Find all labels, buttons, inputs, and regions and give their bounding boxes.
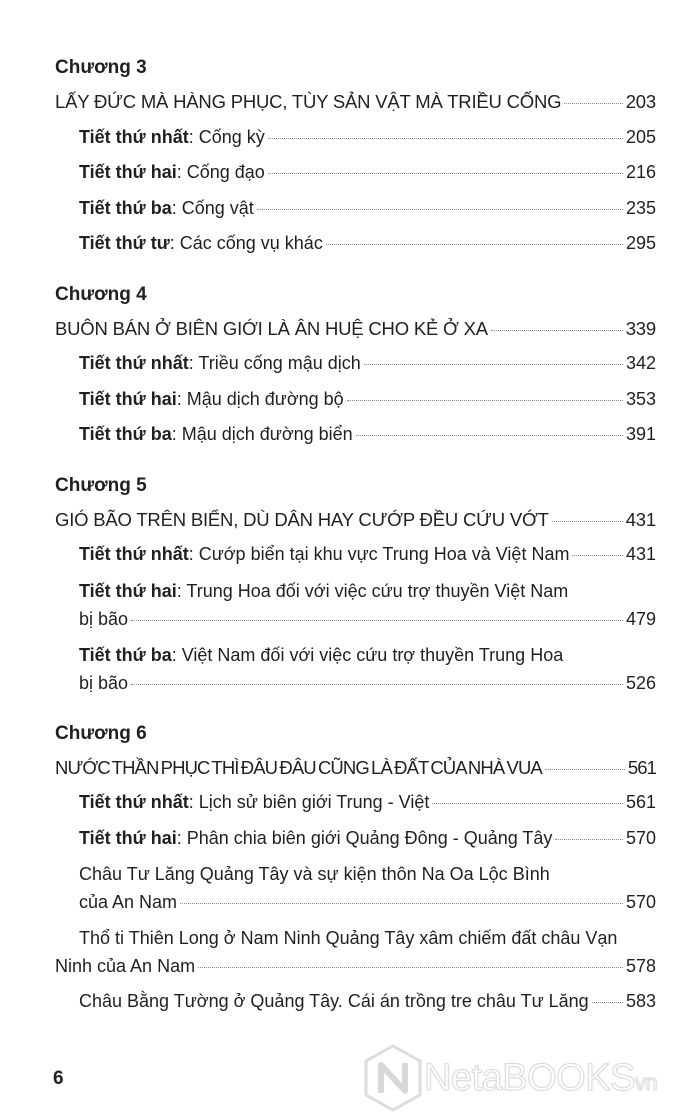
dot-leader (572, 555, 623, 556)
section-prefix: Tiết thứ ba (79, 197, 172, 218)
page-ref: 203 (625, 91, 656, 112)
section-title: : Cống vật (171, 197, 254, 218)
dot-leader (131, 684, 623, 685)
dot-leader (347, 400, 623, 401)
chapter-label: Chương 6 (55, 722, 147, 744)
section-title: : Việt Nam đối với việc cứu trợ thuyền Trung Hoa (171, 644, 564, 665)
hexagon-n-icon (362, 1043, 424, 1113)
dot-leader (592, 1002, 623, 1003)
page-ref: 570 (625, 827, 656, 848)
table-of-contents (55, 52, 656, 1037)
page-ref: 561 (627, 756, 656, 778)
chapter-title: GIÓ BÃO TRÊN BIỂN, DÙ DÂN HAY CƯỚP ĐỀU CỨU VỚT (55, 508, 549, 530)
chapter-title-row[interactable] (55, 750, 656, 786)
dot-leader (432, 803, 623, 804)
toc-entry[interactable] (55, 637, 656, 701)
toc-entry[interactable] (55, 382, 656, 418)
chapter-title: NƯỚC THẦN PHỤC THÌ ĐÂU ĐÂU CŨNG LÀ ĐẤT CỦA NHÀ VUA (55, 756, 542, 778)
chapter-label: Chương 5 (55, 474, 147, 496)
section-title: : Cống kỳ (188, 126, 265, 147)
toc-entry[interactable] (55, 191, 656, 227)
chapter-title-row[interactable] (55, 311, 656, 347)
section-prefix: Tiết thứ nhất (79, 353, 189, 373)
chapter-title-row[interactable] (55, 502, 656, 538)
toc-entry[interactable] (55, 856, 656, 920)
section-prefix: Tiết thứ ba (79, 644, 172, 665)
chapter-5 (55, 470, 656, 701)
dot-leader (552, 521, 623, 522)
toc-entry[interactable] (55, 155, 656, 191)
dot-leader (356, 435, 623, 436)
page-ref: 342 (625, 353, 656, 373)
section-title: : Mậu dịch đường biển (171, 424, 353, 444)
dot-leader (268, 138, 623, 139)
dot-leader (268, 173, 623, 174)
dot-leader (545, 769, 625, 770)
page-ref: 235 (625, 197, 656, 218)
section-title: Châu Tư Lăng Quảng Tây và sự kiện thôn Na Oa Lộc Bình (79, 864, 550, 884)
watermark-text: NetaBOOKSvn (424, 1056, 658, 1099)
chapter-title: BUÔN BÁN Ở BIÊN GIỚI LÀ ÂN HUỆ CHO KẺ Ở XA (55, 317, 488, 339)
page-ref: 353 (625, 388, 656, 409)
page-ref: 583 (625, 991, 656, 1011)
toc-entry[interactable] (55, 537, 656, 573)
dot-leader (131, 620, 623, 621)
section-title-cont: bị bão (79, 608, 129, 629)
section-title-cont: của An Nam (79, 892, 178, 912)
chapter-6 (55, 718, 656, 1020)
section-title: : Triều cống mậu dịch (188, 353, 361, 373)
section-title: : Phân chia biên giới Quảng Đông - Quảng Tây (176, 827, 553, 848)
dot-leader (257, 209, 623, 210)
toc-entry[interactable] (55, 573, 656, 637)
section-title: : Các cống vụ khác (169, 233, 323, 253)
toc-entry[interactable] (55, 821, 656, 857)
chapter-title-row[interactable] (55, 84, 656, 120)
section-title: : Cống đạo (176, 162, 265, 182)
chapter-label: Chương 3 (55, 57, 147, 78)
section-prefix: Tiết thứ hai (79, 580, 177, 601)
page-ref: 216 (625, 162, 656, 182)
dot-leader (180, 903, 623, 904)
dot-leader (198, 967, 623, 968)
toc-entry[interactable] (55, 417, 656, 453)
chapter-3 (55, 52, 656, 262)
section-prefix: Tiết thứ hai (79, 388, 177, 409)
toc-entry[interactable] (55, 120, 656, 156)
dot-leader (555, 839, 623, 840)
page-ref: 561 (625, 792, 656, 812)
section-prefix: Tiết thứ nhất (79, 792, 189, 812)
section-title: Châu Bằng Tường ở Quảng Tây. Cái án trồng tre châu Tư Lăng (79, 991, 589, 1011)
section-prefix: Tiết thứ nhất (79, 126, 189, 147)
page-ref: 526 (625, 672, 656, 693)
section-prefix: Tiết thứ tư (79, 233, 170, 253)
dot-leader (326, 244, 623, 245)
page-ref: 578 (625, 956, 656, 976)
page-ref: 295 (625, 233, 656, 253)
dot-leader (564, 103, 622, 104)
dot-leader (491, 330, 623, 331)
section-title: : Cướp biển tại khu vực Trung Hoa và Việt Nam (188, 544, 570, 564)
section-title: : Mậu dịch đường bộ (176, 388, 344, 409)
page-ref: 391 (625, 424, 656, 444)
dot-leader (364, 364, 623, 365)
toc-entry[interactable] (55, 984, 656, 1020)
page-ref: 570 (625, 892, 656, 912)
toc-entry[interactable] (55, 346, 656, 382)
chapter-4 (55, 279, 656, 453)
chapter-title: LẤY ĐỨC MÀ HÀNG PHỤC, TÙY SẢN VẬT MÀ TRIỀU CỐNG (55, 91, 562, 112)
section-title-cont: bị bão (79, 672, 129, 693)
toc-entry[interactable] (55, 785, 656, 821)
section-title: : Trung Hoa đối với việc cứu trợ thuyền Việt Nam (176, 580, 569, 601)
page-ref: 431 (625, 544, 656, 564)
page-ref: 431 (625, 508, 656, 530)
toc-entry[interactable] (55, 920, 656, 984)
chapter-label: Chương 4 (55, 283, 147, 305)
page-number: 6 (53, 1068, 64, 1089)
section-prefix: Tiết thứ nhất (79, 544, 189, 564)
toc-entry[interactable] (55, 226, 656, 262)
section-title-cont: Ninh của An Nam (55, 956, 196, 976)
watermark-logo (362, 1043, 657, 1113)
page-ref: 479 (625, 608, 656, 629)
section-title: Thổ ti Thiên Long ở Nam Ninh Quảng Tây xâm chiếm đất châu Vạn (79, 928, 618, 948)
page-ref: 205 (625, 126, 656, 147)
section-prefix: Tiết thứ hai (79, 827, 177, 848)
page-ref: 339 (625, 317, 656, 339)
section-prefix: Tiết thứ hai (79, 162, 177, 182)
section-title: : Lịch sử biên giới Trung - Việt (188, 792, 430, 812)
section-prefix: Tiết thứ ba (79, 424, 172, 444)
